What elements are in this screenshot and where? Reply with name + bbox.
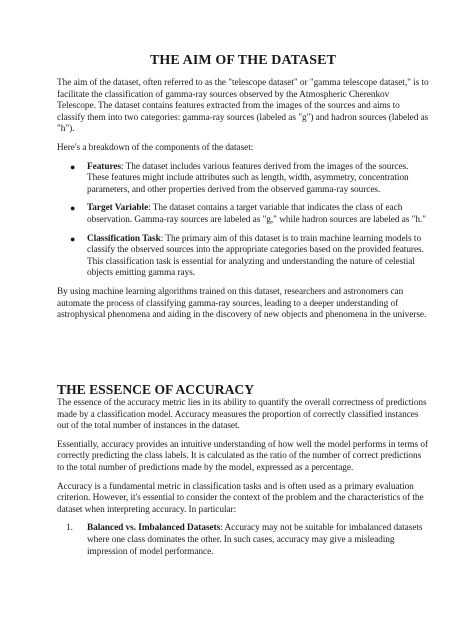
section-heading: THE ESSENCE OF ACCURACY	[57, 382, 255, 397]
list-item-term: Features	[87, 161, 122, 172]
section-dataset-aim	[57, 52, 429, 329]
list-item-term: Target Variable	[87, 203, 149, 214]
list-item	[57, 203, 429, 226]
accuracy-paragraph-3: Accuracy is a fundamental metric in classification tasks and is often used as a primary evaluation criterion. However, it's essential to consider the context of the problem and the characteristics of the dataset when interpreting accuracy. In particular:	[57, 481, 424, 515]
list-item-text: : The dataset includes various features derived from the images of the sources. These features might include attributes such as length, width, asymmetry, concentration parameters, and other properties derived from the observed gamma-ray sources.	[87, 161, 409, 195]
list-item-text: : Accuracy may not be suitable for imbalanced datasets where one class dominates the other. In such cases, accuracy may give a misleading impression of model performance.	[87, 523, 423, 557]
section-accuracy-essence	[57, 382, 429, 565]
intro-paragraph: The aim of the dataset, often referred to as the "telescope dataset" or "gamma telescope dataset," is to facilitate the classification of gamma-ray sources observed by the Atmospheric Cherenkov Telescope. The dataset contains features extracted from the images of the sources and aims to classify them into two categories: gamma-ray sources (labeled as "g") and hadron sources (labeled as "h").	[57, 78, 429, 135]
accuracy-paragraph-1: The essence of the accuracy metric lies in its ability to quantify the overall correctness of predictions made by a classification model. Accuracy measures the proportion of correctly classified instances out of the total number of instances in the dataset.	[57, 398, 427, 432]
components-list	[57, 162, 429, 280]
list-item	[57, 234, 429, 280]
list-item	[57, 162, 429, 197]
list-item	[57, 523, 429, 558]
conclusion-paragraph: By using machine learning algorithms trained on this dataset, researchers and astronomers can automate the process of classifying gamma-ray sources, leading to a deeper understanding of astrophysical phenomena and aiding in the discovery of new objects and phenomena in the universe.	[57, 286, 427, 321]
list-item-text: : The dataset contains a target variable that indicates the class of each observation. Gamma-ray sources are labeled as "g," while hadron sources are labeled as "h."	[87, 203, 426, 225]
bullet-icon: ●	[70, 233, 76, 244]
bullet-icon: ●	[70, 161, 76, 172]
list-item-term: Balanced vs. Imbalanced Datasets	[87, 523, 221, 534]
list-item-term: Classification Task	[87, 233, 161, 244]
accuracy-paragraph-2: Essentially, accuracy provides an intuitive understanding of how well the model performs in terms of correctly predicting the class labels. It is calculated as the ratio of the number of correct predictions to the total number of predictions made by the model, expressed as a percentage.	[57, 439, 429, 473]
considerations-list	[57, 523, 429, 558]
breakdown-intro-paragraph: Here's a breakdown of the components of the dataset:	[57, 142, 254, 153]
list-item-number: 1.	[66, 523, 73, 534]
list-item-text: : The primary aim of this dataset is to train machine learning models to classify the observed sources into the appropriate categories based on the provided features. This classification task is essential for analyzing and understanding the nature of celestial objects emitting gamma rays.	[87, 233, 424, 279]
bullet-icon: ●	[70, 203, 76, 214]
section-title: THE AIM OF THE DATASET	[149, 53, 337, 68]
